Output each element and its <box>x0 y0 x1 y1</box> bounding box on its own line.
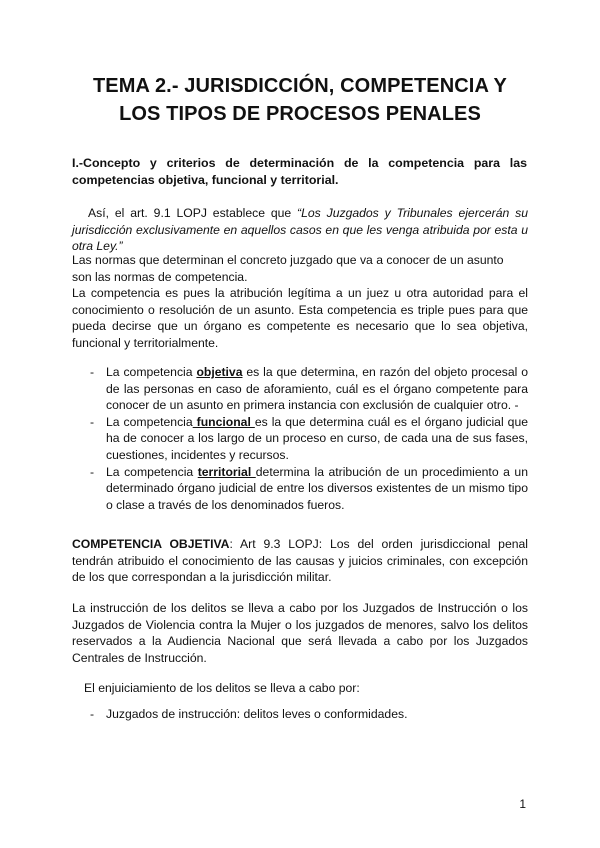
norms-line-2: son las normas de competencia. <box>72 269 248 284</box>
bullet-text-after: es la que determina cuál es el órgano judicial que ha de conocer a los largo de un proceso en curso, de cada una de sus fases, cuestiones, incidentes y recursos. <box>106 414 529 462</box>
title-line-2: LOS TIPOS DE PROCESOS PENALES <box>119 103 481 125</box>
list-item-objetiva <box>72 364 528 414</box>
objective-competence-label: COMPETENCIA OBJETIVA <box>72 537 230 551</box>
trial-list <box>72 706 528 723</box>
trial-bullet-text: Juzgados de instrucción: delitos leves o conformidades. <box>106 707 408 721</box>
objective-competence-text: : Art 9.3 LOPJ: Los del orden jurisdiccional penal tendrán atribuido el conocimiento de las causas y juicios criminales, con excepción de los que correspondan a la jurisdicción militar. <box>72 537 528 585</box>
norms-line-1: Las normas que determinan el concreto juzgado que va a conocer de un asunto <box>72 253 504 267</box>
objective-competence-paragraph <box>72 536 528 586</box>
bullet-text-before: La competencia <box>106 414 193 429</box>
intro-paragraph <box>72 205 528 255</box>
keyword-objetiva: objetiva <box>196 365 243 379</box>
norms-paragraph <box>72 252 528 285</box>
document-title <box>60 72 540 128</box>
keyword-territorial: territorial <box>197 464 256 479</box>
lopj-quote: “Los Juzgados y Tribunales ejercerán su jurisdicción exclusivamente en aquellos casos en que les venga atribuida por esta u otra Ley.” <box>72 206 528 254</box>
title-line-1: TEMA 2.- JURISDICCIÓN, COMPETENCIA Y <box>92 75 507 97</box>
list-item-territorial <box>72 464 528 514</box>
competence-paragraph: La competencia es pues la atribución legítima a un juez u otra autoridad para el conocimiento o resolución de un asunto. Esta competencia es triple pues para que pueda decirse que un órgano es competente es necesario que lo sea objetiva, funcional y territorialmente. <box>72 286 528 350</box>
instruction-paragraph: La instrucción de los delitos se lleva a cabo por los Juzgados de Instrucción o los Juzgados de Violencia contra la Mujer o los juzgados de menores, salvo los delitos reservados a la Audiencia Nacional que será llevada a cabo por los Juzgados Centrales de Instrucción. <box>72 601 528 665</box>
section-heading: I.-Concepto y criterios de determinación de la competencia para las competencias objetiva, funcional y territorial. <box>72 156 527 187</box>
bullet-text-after: determina la atribución de un procedimiento a un determinado órgano judicial de entre los diversos existentes de un mismo tipo o clase a través de los denominados fueros. <box>106 464 528 512</box>
list-dash: - <box>90 365 95 379</box>
trial-intro: El enjuiciamiento de los delitos se lleva a cabo por: <box>84 681 360 695</box>
list-dash: - <box>90 464 95 479</box>
list-item-juzgados-instruccion <box>72 706 528 723</box>
keyword-funcional: funcional <box>192 414 255 429</box>
competence-types-list <box>72 364 528 513</box>
list-item-funcional <box>72 414 528 464</box>
bullet-text-before: La competencia <box>106 365 197 379</box>
intro-lead: Así, el art. 9.1 LOPJ establece que <box>88 206 298 220</box>
bullet-text-before: La competencia <box>106 464 198 479</box>
list-dash: - <box>90 414 95 429</box>
bullet-text-after: es la que determina, en razón del objeto procesal o de las personas en caso de aforamiento, cuál es el órgano competente para conocer de un asunto en primera instancia con exclusión de cualquier otro. - <box>106 365 528 413</box>
list-dash: - <box>90 707 95 721</box>
page-number: 1 <box>519 797 526 811</box>
